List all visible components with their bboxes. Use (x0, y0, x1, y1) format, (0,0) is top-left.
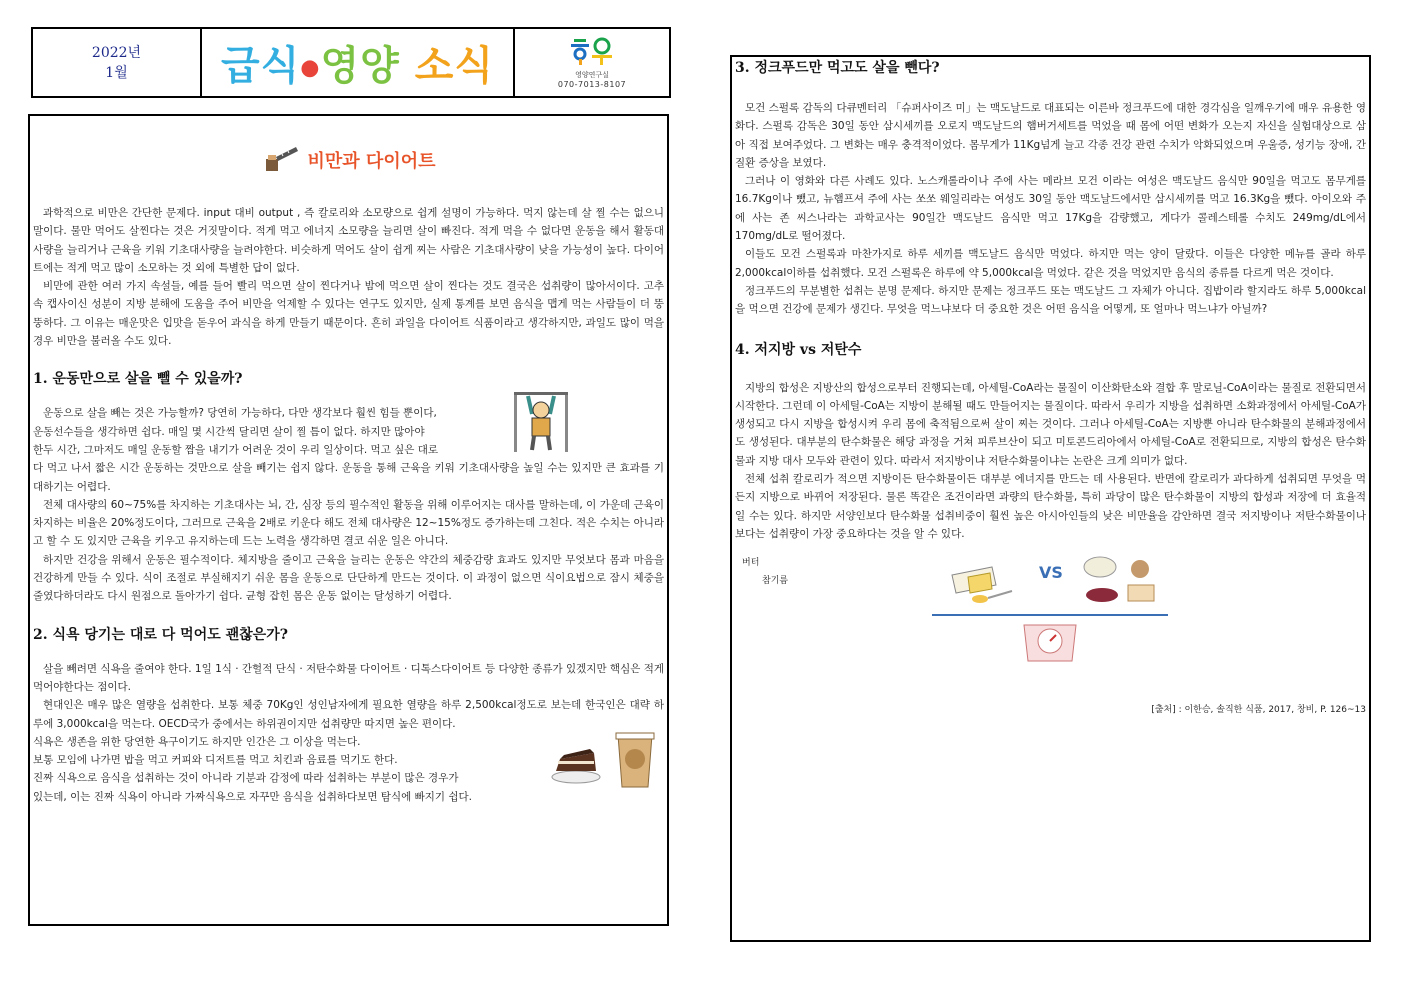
title-meal: 급식 (221, 43, 301, 89)
section-1-line-1: 운동으로 살을 빼는 것은 가능할까? 당연히 가능하다, 다만 생각보다 훨씬 힘들 뿐이다, (43, 407, 437, 420)
section-1-title: 1. 운동만으로 살을 뺄 수 있을까? (33, 371, 243, 388)
section-2-line-2: 보통 모임에 나가면 밥을 먹고 커피와 디저트를 먹고 치킨과 음료를 먹기도 한다. (33, 754, 398, 767)
section-2-line-4: 있는데, 이는 진짜 식욕이 아니라 가짜식욕으로 자꾸만 음식을 섭취하다보면 탐식에 빠지기 쉽다. (33, 790, 472, 803)
title-dot: ● (300, 55, 321, 81)
section-3-paragraph-3: 이들도 모건 스펄록과 마찬가지로 하루 세끼를 맥도날드 음식만 먹었다. 하지만 먹는 양이 달랐다. 이들은 다양한 메뉴를 골라 하루 2,000kcal이하를 섭취했다. 모건 스펄록은 하루에 약 5,000kcal을 먹었다. 같은 것을 먹었지만 음식의 종류를 다르게 먹은 것이다. (735, 248, 1366, 279)
article-heading (30, 146, 667, 174)
intro-paragraph-1: 과학적으로 비만은 간단한 문제다. input 대비 output , 즉 칼로리와 소모량으로 쉽게 설명이 가능하다. 먹지 않는데 살 찔 수는 없으니 말이다. 물만 먹어도 살찐다는 것은 거짓말이다. 적게 먹고 에너지 소모량을 늘리면 살이 빠진다. 적게 먹을 수 없다면 운동을 해서 활동대사량을 늘리거나 근육을 키워 기초대사량을 늘려야한다. 비슷하게 먹어도 살이 쉽게 찌는 사람은 기초대사량이 낮을 가능성이 높다. 다이어트에는 적게 먹고 많이 소모하는 것 외에 특별한 답이 없다. (33, 207, 664, 274)
section-4-paragraph-1: 지방의 합성은 지방산의 합성으로부터 진행되는데, 아세틸-CoA라는 물질이 이산화탄소와 결합 후 말로닐-CoA이라는 물질로 전환되면서 시작한다. 그런데 이 아세틸-CoA는 지방이 분해될 때도 만들어지는 물질이다. 따라서 우리가 지방을 섭취하면 소화과정에서 아세틸-CoA가 생성되고 다시 지방을 합성시켜 우리 몸에 축적됨으로써 살이 찌는 것이다. 그러나 아세틸-CoA는 지방뿐 아니라 탄수화물의 분해과정에서도 생성된다. 대부분의 탄수화물은 해당 과정을 거쳐 피루브산이 되고 미토콘드리아에서 아세틸-CoA로 전환되므로, 지방의 합성은 탄수화물과 지방 대사 모두와 관련이 있다. 따라서 저지방이냐 저탄수화물이냐는 논란은 크게 의미가 없다. (735, 381, 1366, 467)
section-3-title: 3. 정크푸드만 먹고도 살을 뺀다? (735, 60, 940, 76)
title-nutrition: 영양 (320, 43, 400, 89)
section-3-paragraph-4: 정크푸드의 무분별한 섭취는 분명 문제다. 하지만 문제는 정크푸드 또는 맥도날드 그 자체가 아니다. 집밥이라 할지라도 하루 5,000kcal을 먹으면 건강에 문제가 생긴다. 무엇을 먹느냐보다 더 중요한 것은 어떤 음식을 어떻게, 또 얼마나 먹느냐가 아닐까? (735, 284, 1366, 316)
section-2-title: 2. 식욕 당기는 대로 다 먹어도 괜찮은가? (33, 626, 288, 643)
section-4-paragraph-2: 전체 섭취 칼로리가 적으면 지방이든 탄수화물이든 대부분 에너지를 만드는 데 사용된다. 반면에 칼로리가 과다하게 섭취되면 무엇을 먹든지 지방으로 바뀌어 저장된다. 물론 똑같은 조건이라면 과량의 탄수화물, 특히 과당이 많은 탄수화물이 지방의 합성과 저장에 더 효율적일 수는 있다. 하지만 서양인보다 탄수화물 섭취비중이 훨씬 높은 아시아인들의 낮은 비만율을 감안하면 결국 저지방이나 저탄수화물이나 보다는 섭취량이 가장 중요하다는 것을 알 수 있다. (735, 473, 1366, 540)
section-3-paragraph-2: 그러나 이 영화와 다른 사례도 있다. 노스캐롤라이나 주에 사는 메라브 모건 이라는 여성은 맥도날드 음식만 90일을 먹고도 몸무게를 16.7Kg이나 뺐고, 뉴햄프셔 주에 사는 쏘쏘 웨일리라는 여성도 30일 동안 맥도날드에서만 삼시세끼를 먹고 16.3Kg을 뺐다. 아이오와 주에 사는 존 씨스나라는 과학교사는 90일간 맥도날드 음식만 먹고 17Kg을 감량했고, 게다가 콜레스테롤 수치도 249mg/dL에서 170mg/dL로 떨어졌다. (735, 175, 1366, 243)
section-2-paragraph-2: 현대인은 매우 많은 열량을 섭취한다. 보통 체중 70Kg인 성인남자에게 필요한 열량을 하루 2,500kcal정도로 보는데 한국인은 대략 하루에 3,000kcal을 먹는다. OECD국가 중에서는 하위권이지만 섭취량만 따지면 높은 편이다. (33, 699, 664, 730)
newsletter-title (202, 29, 515, 96)
left-column (28, 114, 669, 926)
section-3-paragraph-1: 모건 스펄록 감독의 다큐멘터리 「슈퍼사이즈 미」는 맥도날드로 대표되는 이른바 정크푸드에 대한 경각심을 일깨우기에 매우 유용한 영화다. 스펄록 감독은 30일 동안 삼시세끼를 오로지 맥도날드의 햄버거세트를 먹었을 때 몸에 어떤 변화가 오는지 자신을 실험대상으로 삼아 직접 보여주었다. 그 변화는 매우 충격적이었다. 몸무게가 11Kg넘게 늘고 각종 건강 관련 수치가 악화되었으며 우울증, 성기능 장애, 간 질환 증상을 보였다. (735, 102, 1366, 169)
intro-paragraph-2: 비만에 관한 여러 가지 속설들, 예를 들어 빨리 먹으면 살이 찐다거나 밤에 먹으면 살이 찐다는 것도 결국은 섭취량이 많아서이다. 고추 속 캡사이신 성분이 지방 분해에 도움을 주어 비만을 억제할 수 있다는 연구도 있지만, 실제 통계를 보면 음식을 맵게 먹는 사람들이 더 뚱뚱하다. 그 이유는 매운맛은 입맛을 돋우어 과식을 하게 만들기 때문이다. 흔히 과일을 다이어트 식품이라고 생각하지만, 과일도 많이 먹을 경우 비만을 불러올 수도 있다. (33, 280, 664, 348)
title-news: 소식 (414, 43, 494, 89)
section-1-paragraph-2: 전체 대사량의 60~75%를 차지하는 기초대사는 뇌, 간, 심장 등의 필수적인 활동을 위해 이루어지는 대사를 말하는데, 이 가운데 근육이 차지하는 비율은 20%정도이다, 그러므로 근육을 2배로 키운다 해도 전체 대사량은 12~15%정도 증가하는데 그친다. 적은 수치는 아니라고 할 수 도 있지만 근육을 키우고 유지하는데 드는 노력을 생각하면 결코 쉬운 일은 아니다. (33, 498, 664, 548)
section-2-line-1: 식욕은 생존을 위한 당연한 욕구이기도 하지만 인간은 그 이상을 먹는다. (33, 735, 361, 748)
cake-and-coffee-icon (550, 731, 662, 791)
section-1-paragraph-3: 하지만 건강을 위해서 운동은 필수적이다. 체지방을 줄이고 근육을 늘리는 운동은 약간의 체중감량 효과도 있지만 무엇보다 몸과 마음을 건강하게 만들 수 있다. 식이 조절로 부실해지기 쉬운 몸을 운동으로 단단하게 만드는 것이다. 이 과정이 없으면 식이요법으로 잠시 체중을 줄였다하더라도 다시 원점으로 돌아가기 쉽다. 균형 잡힌 몸은 운동 없이는 달성하기 어렵다. (33, 553, 664, 603)
org-phone: 070-7013-8107 (557, 80, 627, 89)
section-1-paragraph-1: 다 먹고 나서 짧은 시간 운동하는 것만으로 살을 빼기는 쉽지 않다. 운동을 통해 근육을 키워 기초대사량을 높일 수는 있지만 큰 효과를 기대하기는 어렵다. (33, 462, 664, 493)
section-2-line-3: 진짜 식욕으로 음식을 섭취하는 것이 아니라 기분과 감정에 따라 섭취하는 부분이 많은 경우가 (33, 772, 459, 785)
section-1-line-2: 운동선수들을 생각하면 쉽다. 매일 몇 시간씩 달리면 살이 찔 틈이 없다. 하지만 많아야 (33, 425, 425, 438)
section-1-line-3: 한두 시간, 그마저도 매일 운동할 짬을 내기가 어려운 것이 우리 일상이다. 먹고 싶은 대로 (33, 443, 439, 456)
newsletter-header (31, 27, 671, 98)
vs-label: VS (1039, 563, 1063, 583)
org-logo-block (515, 29, 669, 96)
issue-date (33, 29, 202, 96)
org-logo-icon (568, 36, 616, 68)
issue-month: 1월 (105, 64, 128, 81)
tape-measure-icon (262, 145, 302, 175)
sesame-oil-label: 참기름 (762, 576, 789, 587)
fat-vs-carb-illustration (732, 555, 1369, 675)
section-2-paragraph-1: 살을 빼려면 식욕을 줄여야 한다. 1일 1식 · 간헐적 단식 · 저탄수화물 다이어트 · 디톡스다이어트 등 다양한 종류가 있겠지만 핵심은 적게 먹어야한다는 점이다. (33, 662, 664, 693)
exercise-person-icon (510, 388, 572, 456)
butter-label: 버터 (742, 558, 760, 569)
right-column (730, 55, 1371, 942)
article-title: 비만과 다이어트 (307, 151, 436, 172)
section-4-title: 4. 저지방 vs 저탄수 (735, 341, 862, 358)
source-citation: [출처] : 이한승, 솔직한 식품, 2017, 창비, P. 126~13 (1151, 705, 1366, 716)
issue-year: 2022년 (91, 44, 142, 61)
org-name: 영양연구실 (575, 71, 609, 79)
